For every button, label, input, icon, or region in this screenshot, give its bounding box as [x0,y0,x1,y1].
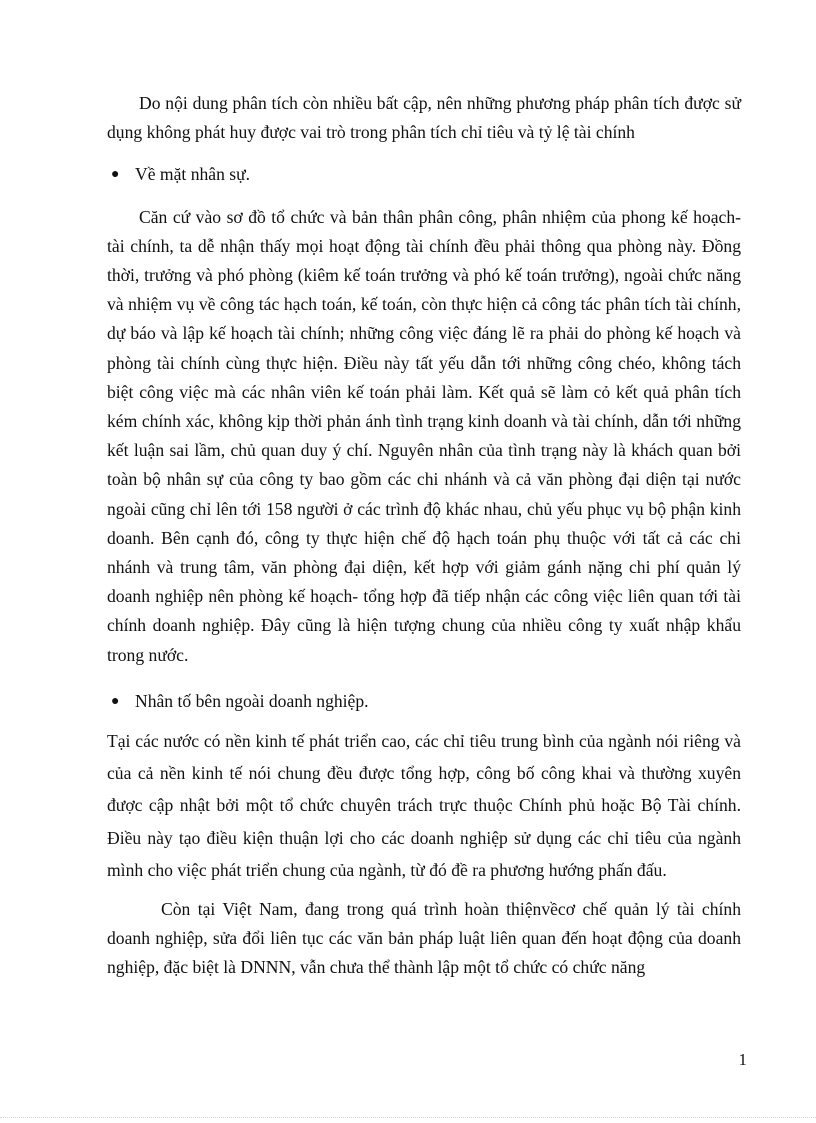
bullet-external-factors-label: Nhân tố bên ngoài doanh nghiệp. [135,690,369,711]
footer-divider [0,1117,816,1118]
paragraph-developed-countries: Tại các nước có nền kinh tế phát triển cao, các chỉ tiêu trung bình của ngành nói riêng và của cả nền kinh tế nói chung đều được tổng hợp, công bố công khai và thường xuyên được cập nhật bởi một tổ chức chuyên trách trực thuộc Chính phủ hoặc Bộ Tài chính. Điều này tạo điều kiện thuận lợi cho các doanh nghiệp sử dụng các chỉ tiêu của ngành mình cho việc phát triển chung của ngành, từ đó đề ra phương hướng phấn đấu. [107,731,741,880]
paragraph-personnel: Căn cứ vào sơ đồ tổ chức và bản thân phân công, phân nhiệm của phong kế hoạch- tài chính, ta dễ nhận thấy mọi hoạt động tài chính đều phải thông qua phòng này. Đồng thời, trưởng và phó phòng (kiêm kế toán trưởng và phó kế toán trưởng), ngoài chức năng và nhiệm vụ về công tác hạch toán, kế toán, còn thực hiện cả công tác phân tích tài chính, dự báo và lập kế hoạch tài chính; những công việc đáng lẽ ra phải do phòng kế hoạch và phòng tài chính cùng thực hiện. Điều này tất yếu dẫn tới những công chéo, không tách biệt công việc mà các nhân viên kế toán phải làm. Kết quả sẽ làm cỏ kết quả phân tích kém chính xác, không kịp thời phản ánh tình trạng kinh doanh và tài chính, dẫn tới những kết luận sai lầm, chủ quan duy ý chí. Nguyên nhân của tình trạng này là khách quan bởi toàn bộ nhân sự của công ty bao gồm các chi nhánh và cả văn phòng đại diện tại nước ngoài cũng chỉ lên tới 158 người ở các trình độ khác nhau, chủ yếu phục vụ bộ phận kinh doanh. Bên cạnh đó, công ty thực hiện chế độ hạch toán phụ thuộc với tất cả các chi nhánh và trung tâm, văn phòng đại diện, kết hợp với giảm gánh nặng chi phí quản lý doanh nghiệp nên phòng kế hoạch- tổng hợp đã tiếp nhận các công việc liên quan tới tài chính doanh nghiệp. Đây cũng là hiện tượng chung của nhiều công ty xuất nhập khẩu trong nước. [107,206,741,665]
page-number: 1 [738,1050,747,1069]
bullet-dot-icon: ● [111,693,120,709]
paragraph-vietnam: Còn tại Việt Nam, đang trong quá trình hoàn thiệnvềcơ chế quản lý tài chính doanh nghiệp, sửa đổi liên tục các văn bản pháp luật liên quan đến hoạt động của doanh nghiệp, đặc biệt là DNNN, vẫn chưa thể thành lập một tổ chức có chức năng [107,899,741,978]
page-content [107,89,741,983]
bullet-external-factors [107,687,741,716]
bullet-dot-icon: ● [111,167,120,183]
bullet-personnel-label: Về mặt nhân sự. [135,164,251,185]
bullet-personnel [107,160,741,189]
paragraph-analysis-methods: Do nội dung phân tích còn nhiều bất cập, nên những phương pháp phân tích được sử dụng không phát huy được vai trò trong phân tích chỉ tiêu và tỷ lệ tài chính [107,93,741,143]
